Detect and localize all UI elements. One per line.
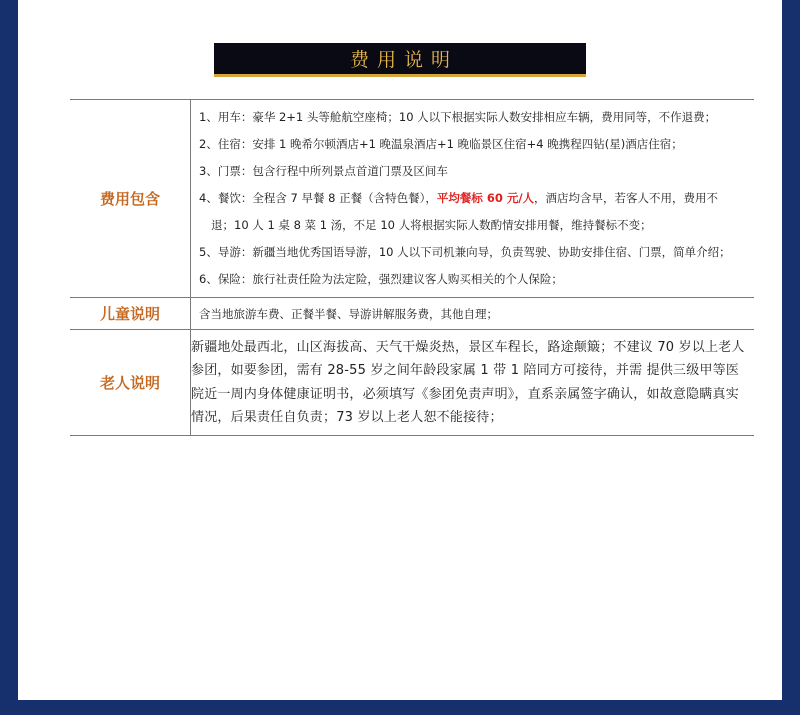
fees-content: [191, 100, 755, 298]
fee-item-4-after: ，酒店均含早，若客人不用，费用不: [534, 191, 719, 205]
fee-item-6: 6、保险：旅行社责任险为法定险，强烈建议客人购买相关的个人保险；: [199, 272, 563, 286]
fee-item-1: 1、用车：豪华 2+1 头等舱航空座椅；10 人以下根据实际人数安排相应车辆，费用同等，不作退费；: [199, 110, 717, 124]
children-label: 儿童说明: [70, 298, 191, 330]
fee-table: [70, 99, 754, 436]
fee-item-3: 3、门票：包含行程中所列景点首道门票及区间车: [199, 164, 448, 178]
children-content: [191, 298, 755, 330]
children-text: 含当地旅游车费、正餐半餐、导游讲解服务费，其他自理；: [199, 306, 498, 321]
title-banner: [214, 43, 586, 77]
page-title: 费用说明: [349, 49, 458, 71]
children-row: [70, 298, 754, 330]
fee-item-2: 2、住宿：安排 1 晚希尔顿酒店+1 晚温泉酒店+1 晚临景区住宿+4 晚携程四钻(星)酒店住宿；: [199, 137, 683, 151]
fee-item-4: [191, 185, 754, 212]
fee-item-4-before: 4、餐饮：全程含 7 早餐 8 正餐（含特色餐），: [199, 191, 437, 205]
fees-label: 费用包含: [70, 100, 191, 298]
elderly-text: 新疆地处最西北，山区海拔高、天气干燥炎热，景区车程长，路途颠簸；不建议 70 岁以上老人参团，如要参团，需有 28-55 岁之间年龄段家属 1 带 1 陪同方可接待，并需 提供三级甲等医院近一周内身体健康证明书，必须填写《参团免责声明》，直系亲属签字确认，如故意隐瞒真实情况，后果责任自负责；73 岁以上老人恕不能接待；: [191, 339, 745, 425]
meal-standard-highlight: 平均餐标 60 元/人: [436, 191, 535, 205]
fee-item-4-continuation: 退；10 人 1 桌 8 菜 1 汤，不足 10 人将根据实际人数酌情安排用餐，维持餐标不变；: [211, 218, 652, 232]
fee-item-5: 5、导游：新疆当地优秀国语导游，10 人以下司机兼向导，负责驾驶、协助安排住宿、门票，简单介绍；: [199, 245, 731, 259]
elderly-content: [191, 330, 755, 436]
fees-row: [70, 100, 754, 298]
elderly-label: 老人说明: [70, 330, 191, 436]
elderly-row: [70, 330, 754, 436]
